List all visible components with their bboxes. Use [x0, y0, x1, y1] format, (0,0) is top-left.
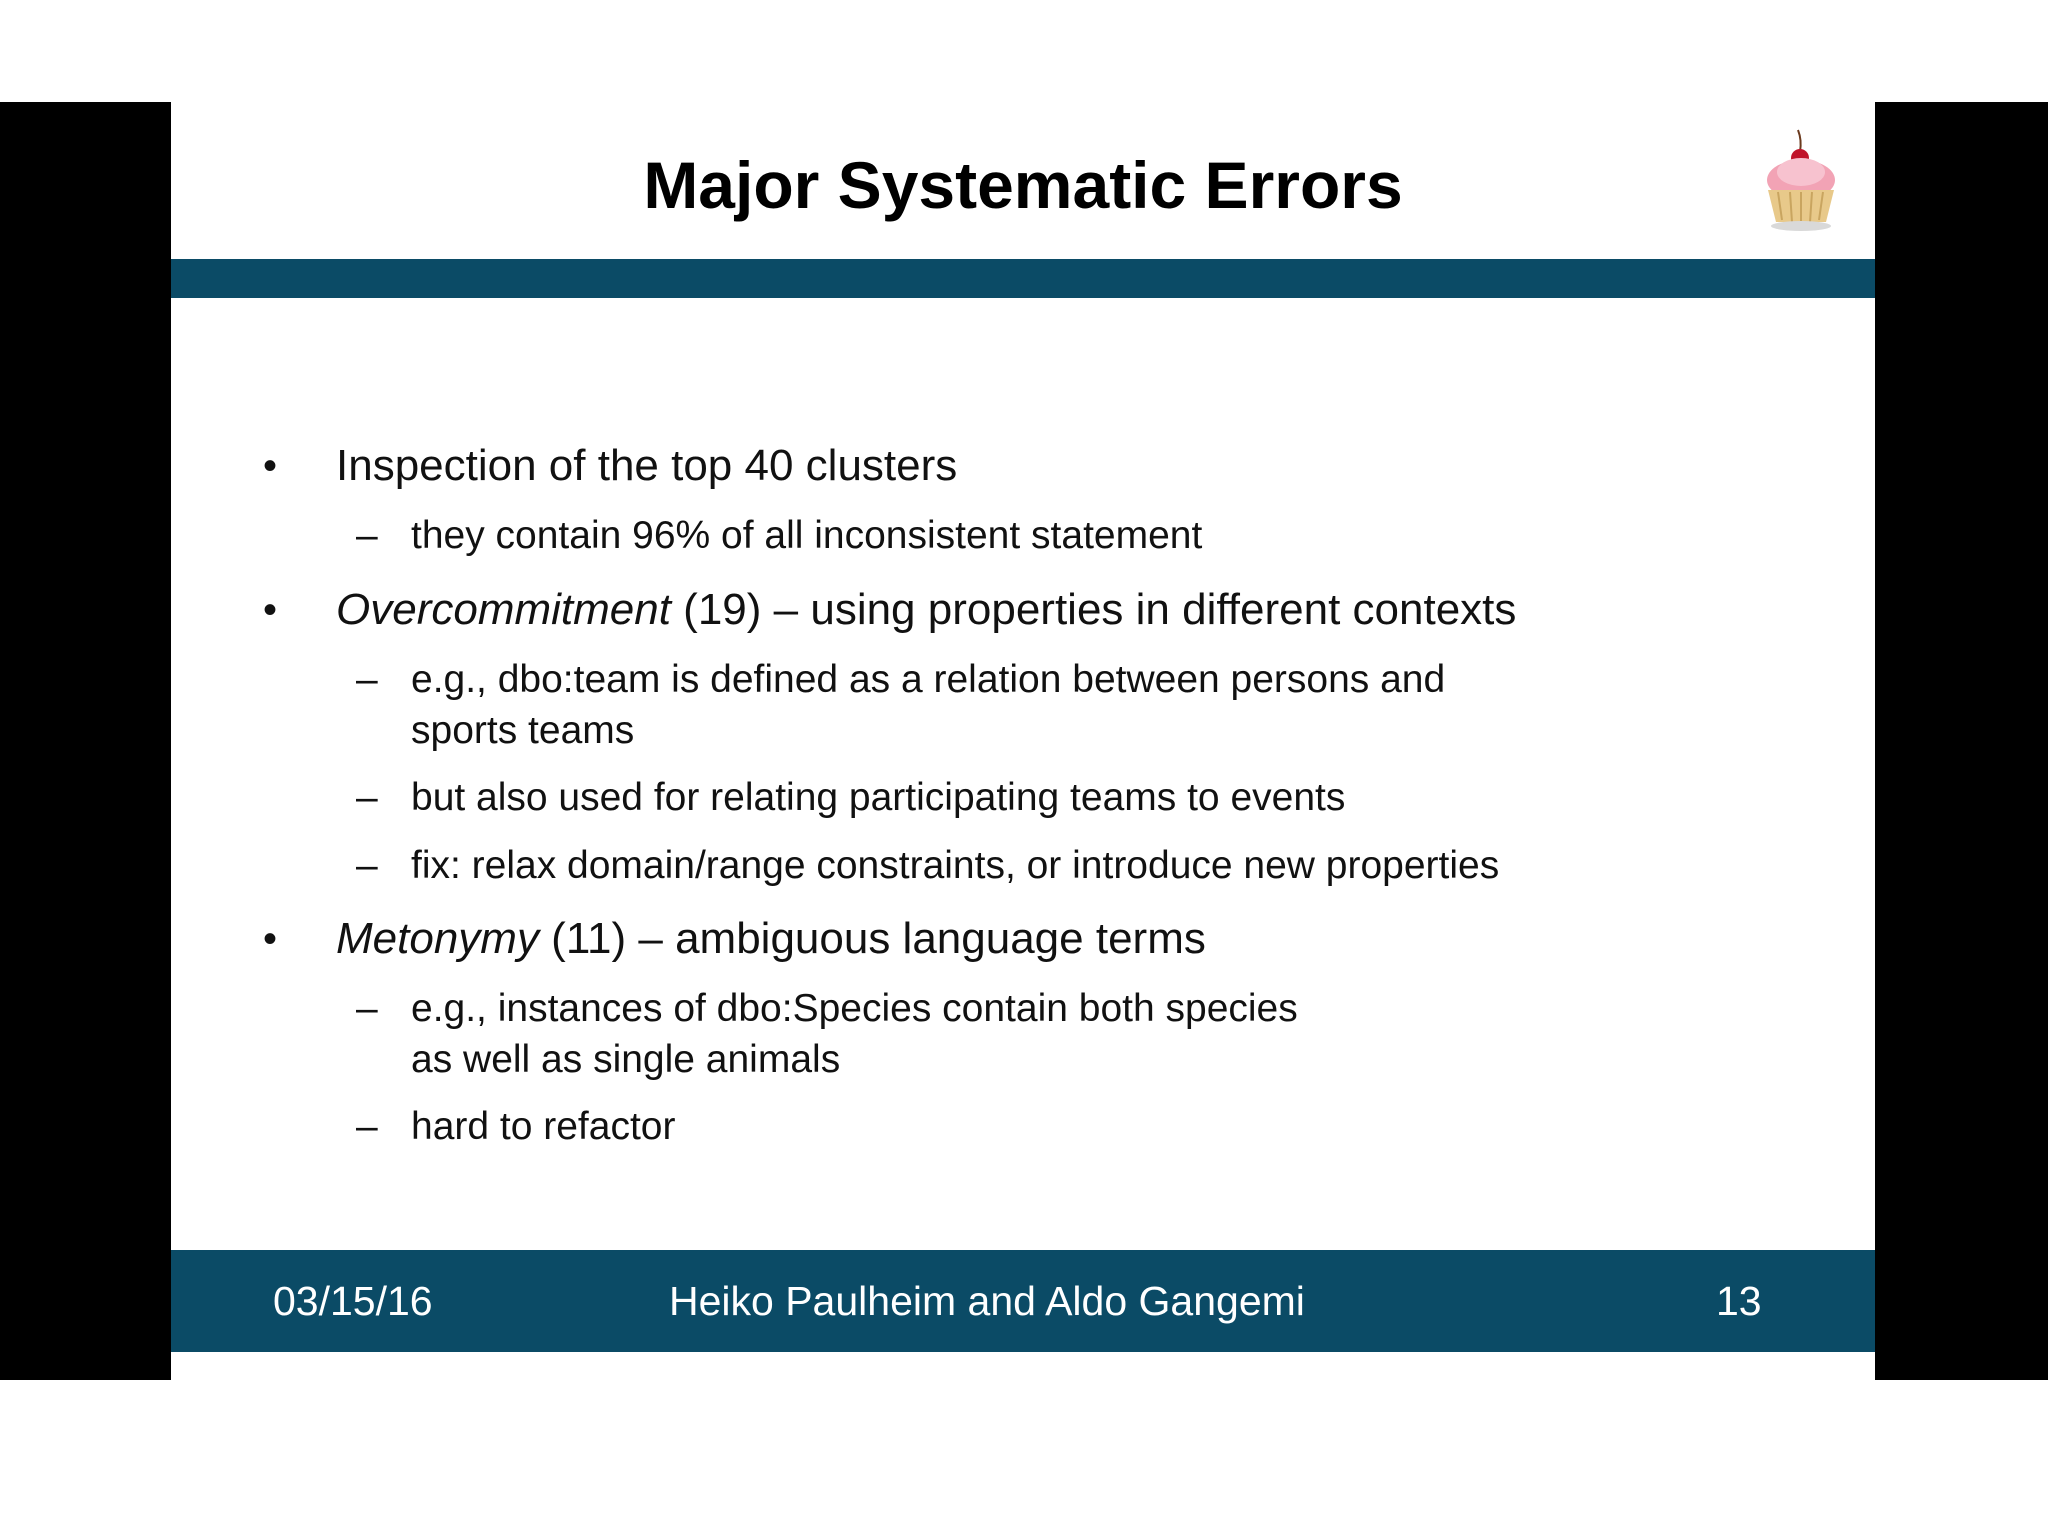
- bullet-marker: •: [263, 588, 278, 632]
- bullet-marker: •: [263, 917, 278, 961]
- bullet-item: [263, 440, 958, 492]
- bullet-text: Inspection of the top 40 clusters: [336, 441, 958, 490]
- sub-bullet-continuation: [411, 705, 634, 756]
- sub-bullet-text: sports teams: [411, 709, 635, 752]
- sub-bullet-text: as well as single animals: [411, 1038, 841, 1081]
- dash-marker: –: [356, 987, 378, 1030]
- slide-title: Major Systematic Errors: [643, 148, 1403, 222]
- slide-footer: [171, 1250, 1875, 1352]
- footer-page-number: 13: [1716, 1278, 1762, 1324]
- sub-bullet-text: hard to refactor: [411, 1105, 676, 1148]
- sub-bullet-item: [356, 654, 1446, 705]
- sub-bullet-continuation: [411, 1034, 840, 1085]
- sub-bullet-text: they contain 96% of all inconsistent statement: [411, 514, 1203, 557]
- slide: [171, 102, 1875, 1380]
- bullet-text: (19) – using properties in different contexts: [670, 585, 1517, 634]
- sub-bullet-text: fix: relax domain/range constraints, or introduce new properties: [411, 844, 1500, 887]
- dash-marker: –: [356, 658, 378, 701]
- footer-authors: Heiko Paulheim and Aldo Gangemi: [669, 1278, 1305, 1324]
- bullet-term: Metonymy: [336, 914, 539, 963]
- sub-bullet-text: e.g., instances of dbo:Species contain both species: [411, 987, 1298, 1030]
- sub-bullet-item: [356, 983, 1298, 1034]
- sub-bullet-item: [356, 840, 1500, 891]
- sub-bullet-item: [356, 1101, 676, 1152]
- dash-marker: –: [356, 844, 378, 887]
- bullet-marker: •: [263, 444, 278, 488]
- bullet-item: [263, 913, 1206, 965]
- slide-bottom-edge: [171, 1372, 1875, 1380]
- dash-marker: –: [356, 1105, 378, 1148]
- bullet-text: (11) – ambiguous language terms: [538, 914, 1206, 963]
- sub-bullet-item: [356, 772, 1346, 823]
- bullet-item: [263, 584, 1517, 636]
- footer-date: 03/15/16: [273, 1278, 433, 1324]
- bullet-term: Overcommitment: [336, 585, 671, 634]
- slide-content: [171, 102, 1875, 1380]
- dash-marker: –: [356, 776, 378, 819]
- sub-bullet-text: but also used for relating participating teams to events: [411, 776, 1346, 819]
- dash-marker: –: [356, 514, 378, 557]
- sub-bullet-item: [356, 510, 1203, 561]
- sub-bullet-text: e.g., dbo:team is defined as a relation between persons and: [411, 658, 1446, 701]
